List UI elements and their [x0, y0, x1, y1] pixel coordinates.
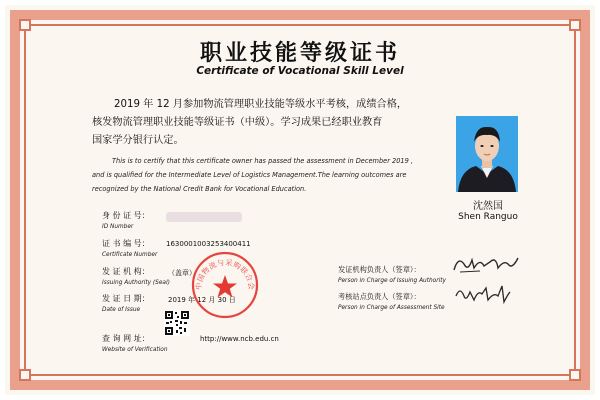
holder-photo — [456, 116, 518, 192]
issuer-head-signature — [450, 252, 522, 278]
statement-line: 核发物流管理职业技能等级证书（中级）。学习成果已经职业教育 — [92, 117, 383, 128]
issuer-head-label-en: Person in Charge of Issuing Authority — [338, 278, 446, 284]
corner-ornament — [19, 369, 31, 381]
chinese-statement — [92, 96, 432, 150]
statement-line: This is to certify that this certificate owner has passed the assessment in December 2019 , — [112, 157, 413, 165]
issuer-label-en: Issuing Authority (Seal) — [102, 280, 170, 286]
corner-ornament — [569, 369, 581, 381]
portrait-icon — [456, 116, 518, 192]
holder-name-en: Shen Ranguo — [458, 212, 518, 222]
seal-text: 中国物流与采购联合会 — [193, 257, 257, 291]
issuer-head-label: 发证机构负责人（签章）： — [338, 265, 421, 274]
statement-line: recognized by the National Credit Bank for Vocational Education. — [92, 185, 307, 193]
website-label-en: Website of Verification — [102, 347, 168, 353]
website-value[interactable]: http://www.ncb.edu.cn — [200, 335, 279, 343]
cert-number-label-en: Certificate Number — [102, 252, 158, 258]
signature-icon — [452, 282, 512, 306]
cert-number-label: 证 书 编 号： — [102, 239, 150, 248]
id-number-label-en: ID Number — [102, 224, 134, 230]
site-head-label: 考核站点负责人（签章）： — [338, 292, 421, 301]
issue-date-label: 发 证 日 期： — [102, 294, 150, 303]
official-seal-icon — [190, 250, 260, 320]
issuer-seal-note: （盖章） — [168, 269, 196, 277]
issue-date-value: 2019 年 12 月 30 日 — [168, 296, 236, 304]
statement-line: 国家学分银行认定。 — [92, 135, 184, 146]
holder-name-cn: 沈然国 — [473, 201, 503, 212]
statement-line: and is qualified for the Intermediate Level of Logistics Management.The learning outcomes are — [92, 171, 407, 179]
english-statement — [92, 154, 442, 196]
id-number-label: 身 份 证 号： — [102, 211, 150, 220]
site-head-signature — [452, 282, 512, 306]
corner-ornament — [569, 19, 581, 31]
issue-date-label-en: Date of Issue — [102, 307, 141, 313]
website-label: 查 询 网 址： — [102, 334, 150, 343]
site-head-label-en: Person in Charge of Assessment Site — [338, 305, 445, 311]
redacted-id-number — [166, 212, 242, 222]
certificate-subtitle: Certificate of Vocational Skill Level — [196, 65, 404, 77]
certificate-title: 职业技能等级证书 — [199, 41, 400, 66]
corner-ornament — [19, 19, 31, 31]
qr-code-icon[interactable] — [164, 310, 190, 336]
issuer-label: 发 证 机 构： — [102, 267, 150, 276]
statement-line: 2019 年 12 月参加物流管理职业技能等级水平考核，成绩合格， — [114, 99, 408, 110]
signature-icon — [450, 252, 522, 278]
cert-number-value: 1630001003253400411 — [166, 240, 251, 248]
